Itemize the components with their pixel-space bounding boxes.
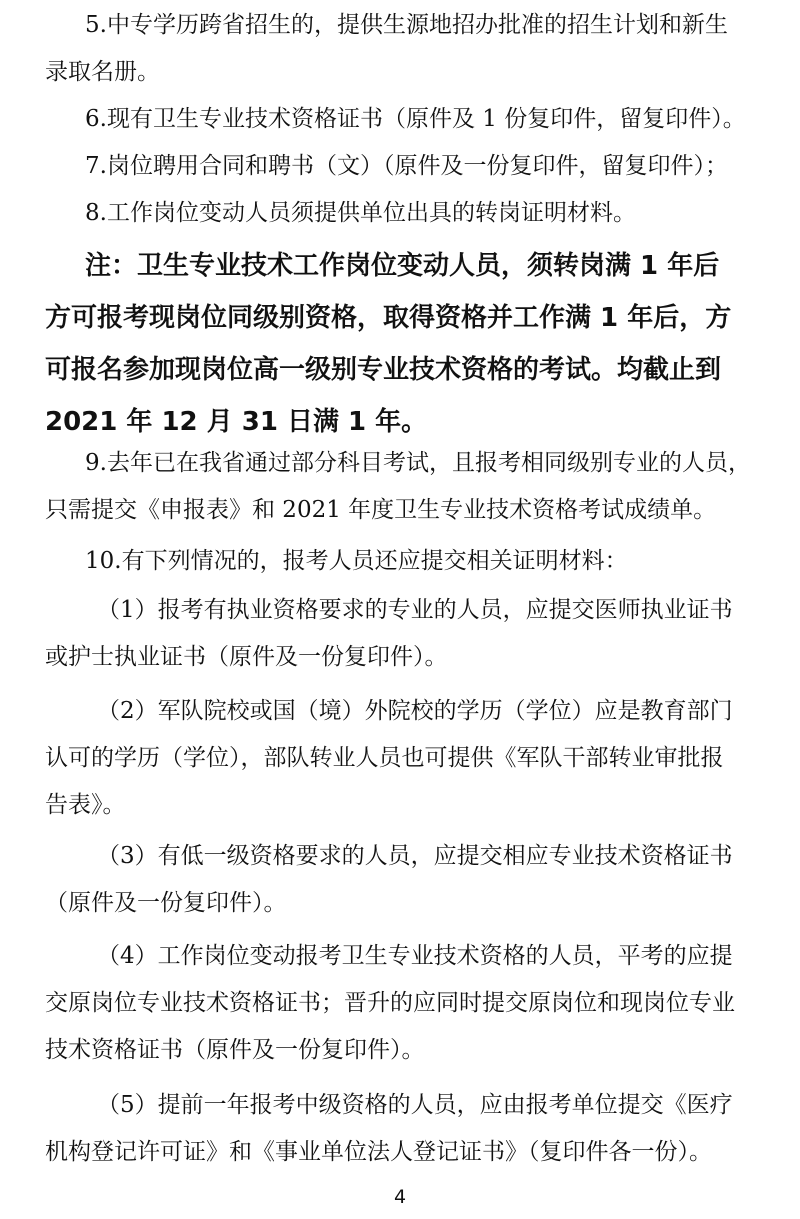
item-6	[45, 96, 760, 143]
text-line: 录取名册。	[45, 59, 160, 85]
note-paragraph	[45, 240, 760, 448]
text-line: 或护士执业证书（原件及一份复印件）。	[45, 644, 448, 670]
text-line: 告表》。	[45, 792, 126, 818]
text-line: 认可的学历（学位），部队转业人员也可提供《军队干部转业审批报	[45, 745, 724, 771]
text-line: 只需提交《申报表》和 2021 年度卫生专业技术资格考试成绩单。	[45, 497, 717, 523]
text-line: （3）有低一级资格要求的人员，应提交相应专业技术资格证书	[97, 843, 733, 869]
sub-item-2	[45, 688, 760, 829]
text-line: 2021 年 12 月 31 日满 1 年。	[45, 407, 428, 437]
item-9	[45, 440, 760, 534]
text-line: 6.现有卫生专业技术资格证书（原件及 1 份复印件，留复印件）。	[85, 106, 746, 132]
text-line: 机构登记许可证》和《事业单位法人登记证书》（复印件各一份）。	[45, 1139, 712, 1165]
text-line: 方可报考现岗位同级别资格，取得资格并工作满 1 年后，方	[45, 303, 732, 333]
sub-item-4	[45, 933, 760, 1074]
item-7	[45, 143, 760, 190]
text-line: （2）军队院校或国（境）外院校的学历（学位）应是教育部门	[97, 698, 733, 724]
sub-item-5	[45, 1082, 760, 1176]
text-line: （原件及一份复印件）。	[45, 890, 287, 916]
text-line: 可报名参加现岗位高一级别专业技术资格的考试。均截止到	[45, 355, 722, 385]
sub-item-3	[45, 833, 760, 927]
text-line: 8.工作岗位变动人员须提供单位出具的转岗证明材料。	[85, 200, 636, 226]
sub-item-1	[45, 587, 760, 681]
item-5	[45, 2, 760, 96]
text-line: （5）提前一年报考中级资格的人员，应由报考单位提交《医疗	[97, 1092, 733, 1118]
text-line: 7.岗位聘用合同和聘书（文）（原件及一份复印件，留复印件）；	[85, 153, 728, 179]
text-line: （1）报考有执业资格要求的专业的人员，应提交医师执业证书	[97, 597, 733, 623]
text-line: 10.有下列情况的，报考人员还应提交相关证明材料：	[85, 548, 628, 574]
text-line: 交原岗位专业技术资格证书；晋升的应同时提交原岗位和现岗位专业	[45, 990, 735, 1016]
text-line: 5.中专学历跨省招生的，提供生源地招办批准的招生计划和新生	[85, 12, 728, 38]
text-line: 9.去年已在我省通过部分科目考试，且报考相同级别专业的人员，	[85, 450, 751, 476]
item-8	[45, 190, 760, 237]
text-line: 注：卫生专业技术工作岗位变动人员，须转岗满 1 年后	[85, 251, 720, 281]
page-number: 4	[393, 1186, 407, 1208]
text-line: 技术资格证书（原件及一份复印件）。	[45, 1037, 425, 1063]
text-line: （4）工作岗位变动报考卫生专业技术资格的人员，平考的应提	[97, 943, 733, 969]
item-10	[45, 538, 760, 585]
